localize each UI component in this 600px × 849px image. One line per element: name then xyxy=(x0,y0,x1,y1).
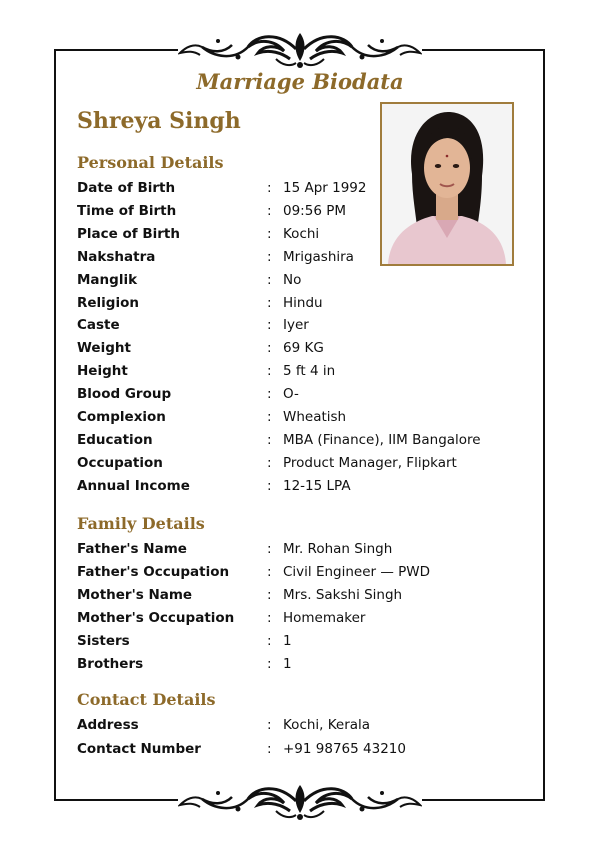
bottom-ornament-icon xyxy=(178,779,422,823)
detail-separator: : xyxy=(267,431,272,448)
detail-row xyxy=(77,656,517,676)
document-title: Marriage Biodata xyxy=(196,69,404,94)
detail-label: Religion xyxy=(77,294,139,311)
personal-details-heading: Personal Details xyxy=(77,153,224,172)
detail-label: Sisters xyxy=(77,632,130,649)
detail-label: Occupation xyxy=(77,454,163,471)
detail-value: MBA (Finance), IIM Bangalore xyxy=(283,431,481,448)
detail-row xyxy=(77,295,517,315)
detail-label: Height xyxy=(77,363,128,380)
detail-row xyxy=(77,610,517,630)
detail-value: Homemaker xyxy=(283,609,366,626)
detail-value: Kochi, Kerala xyxy=(283,717,371,733)
detail-value: Kochi xyxy=(283,225,320,242)
contact-details-heading: Contact Details xyxy=(77,690,216,709)
detail-row xyxy=(77,226,517,246)
detail-separator: : xyxy=(267,609,272,626)
top-ornament-icon xyxy=(178,27,422,71)
detail-separator: : xyxy=(267,363,272,380)
detail-value: O- xyxy=(283,386,299,403)
detail-value: 15 Apr 1992 xyxy=(283,180,367,196)
detail-row xyxy=(77,541,517,561)
detail-separator: : xyxy=(267,271,272,288)
detail-row xyxy=(77,587,517,607)
detail-separator: : xyxy=(267,386,272,403)
detail-label: Nakshatra xyxy=(77,248,156,265)
detail-label: Caste xyxy=(77,317,120,334)
detail-value: Mr. Rohan Singh xyxy=(283,541,393,557)
detail-label: Time of Birth xyxy=(77,202,177,219)
detail-row xyxy=(77,717,517,737)
detail-value: Product Manager, Flipkart xyxy=(283,454,457,471)
detail-separator: : xyxy=(267,740,272,757)
detail-value: 12-15 LPA xyxy=(283,477,351,494)
detail-label: Annual Income xyxy=(77,477,190,494)
detail-row xyxy=(77,340,517,360)
detail-separator: : xyxy=(267,317,272,334)
detail-value: 5 ft 4 in xyxy=(283,363,336,380)
detail-row xyxy=(77,741,517,761)
detail-separator: : xyxy=(267,294,272,311)
family-details-heading: Family Details xyxy=(77,514,205,533)
detail-label: Father's Name xyxy=(77,541,187,557)
detail-label: Blood Group xyxy=(77,386,172,403)
detail-value: Hindu xyxy=(283,294,323,311)
detail-value: Iyer xyxy=(283,317,309,334)
detail-value: 09:56 PM xyxy=(283,202,346,219)
detail-row xyxy=(77,272,517,292)
detail-row xyxy=(77,564,517,584)
detail-value: Wheatish xyxy=(283,409,347,425)
detail-value: 1 xyxy=(283,655,292,672)
detail-separator: : xyxy=(267,409,272,425)
detail-label: Address xyxy=(77,717,139,733)
detail-separator: : xyxy=(267,180,272,196)
detail-separator: : xyxy=(267,248,272,265)
detail-value: +91 98765 43210 xyxy=(283,740,406,757)
detail-label: Manglik xyxy=(77,271,138,288)
detail-label: Contact Number xyxy=(77,740,201,757)
detail-label: Mother's Occupation xyxy=(77,609,235,626)
detail-separator: : xyxy=(267,632,272,649)
detail-row xyxy=(77,363,517,383)
candidate-name: Shreya Singh xyxy=(77,108,241,134)
detail-separator: : xyxy=(267,717,272,733)
detail-label: Place of Birth xyxy=(77,225,180,242)
detail-value: 69 KG xyxy=(283,340,324,357)
detail-separator: : xyxy=(267,225,272,242)
detail-separator: : xyxy=(267,454,272,471)
detail-separator: : xyxy=(267,586,272,603)
detail-separator: : xyxy=(267,563,272,580)
detail-label: Complexion xyxy=(77,409,166,425)
detail-label: Mother's Name xyxy=(77,586,193,603)
detail-label: Education xyxy=(77,431,153,448)
detail-value: Mrigashira xyxy=(283,248,354,265)
detail-label: Date of Birth xyxy=(77,180,176,196)
detail-separator: : xyxy=(267,340,272,357)
detail-label: Father's Occupation xyxy=(77,563,230,580)
detail-row xyxy=(77,478,517,498)
detail-separator: : xyxy=(267,541,272,557)
detail-row xyxy=(77,409,517,429)
detail-separator: : xyxy=(267,655,272,672)
detail-row xyxy=(77,249,517,269)
detail-value: Civil Engineer — PWD xyxy=(283,563,431,580)
detail-separator: : xyxy=(267,202,272,219)
detail-separator: : xyxy=(267,477,272,494)
detail-row xyxy=(77,386,517,406)
detail-label: Brothers xyxy=(77,655,144,672)
detail-value: Mrs. Sakshi Singh xyxy=(283,586,403,603)
detail-row xyxy=(77,432,517,452)
detail-row xyxy=(77,317,517,337)
detail-row xyxy=(77,203,517,223)
detail-row xyxy=(77,180,517,200)
detail-label: Weight xyxy=(77,340,131,357)
detail-row xyxy=(77,633,517,653)
detail-value: 1 xyxy=(283,632,292,649)
detail-value: No xyxy=(283,271,302,288)
detail-row xyxy=(77,455,517,475)
